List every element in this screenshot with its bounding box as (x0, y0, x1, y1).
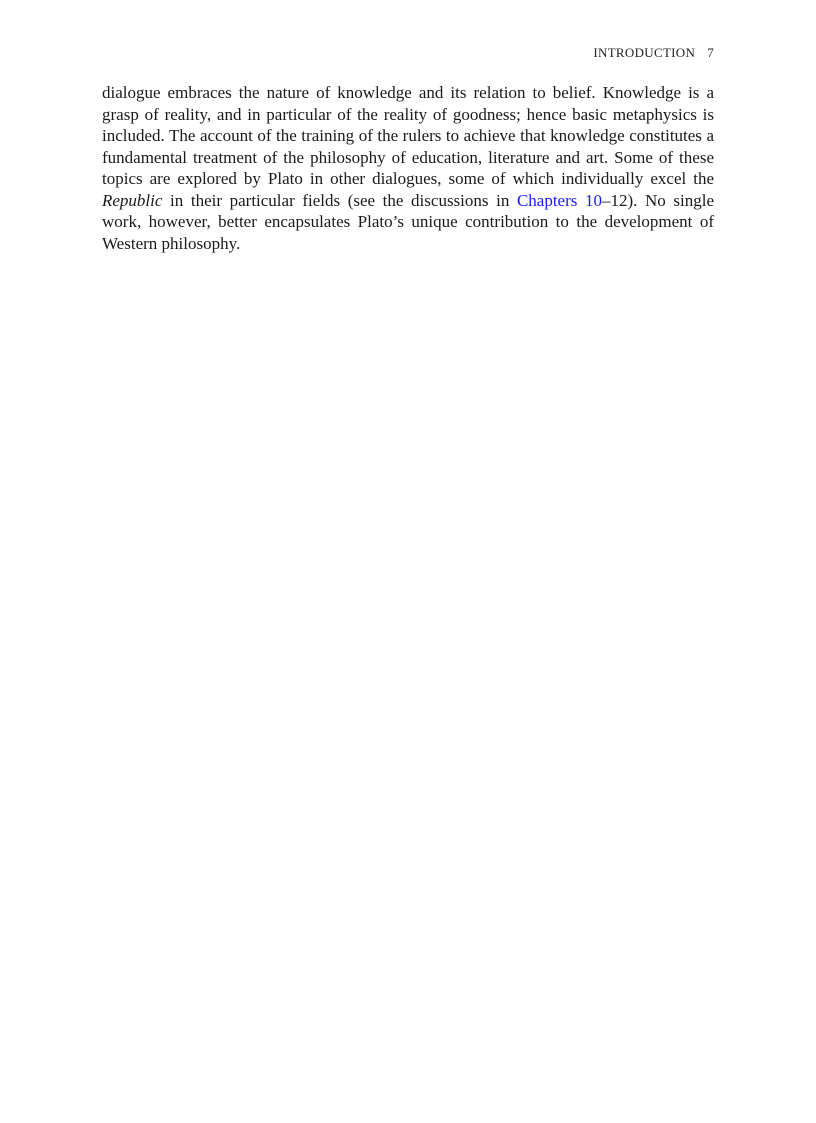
running-header (593, 45, 714, 61)
paragraph-text-1: dialogue embraces the nature of knowledge and its relation to belief. Knowledge is a grasp of reality, and in particular of the reality of goodness; hence basic metaphysics is included. The account of the training of the rulers to achieve that knowledge constitutes a fundamental treatment of the philosophy of education, literature and art. Some of these topics are explored by Plato in other dialogues, some of which individually excel the (102, 83, 714, 188)
paragraph-text-3: –12). No single work, however, better encapsulates Plato’s unique contribution to the development of Western philosophy. (102, 190, 715, 253)
paragraph-text-2: in their particular fields (see the discussions in (162, 190, 517, 210)
body-paragraph (102, 82, 714, 254)
italic-book-title: Republic (102, 190, 163, 210)
page-number: 7 (707, 45, 714, 60)
chapters-cross-reference-link[interactable]: Chapters 10 (516, 190, 602, 210)
running-title: INTRODUCTION (593, 45, 696, 60)
